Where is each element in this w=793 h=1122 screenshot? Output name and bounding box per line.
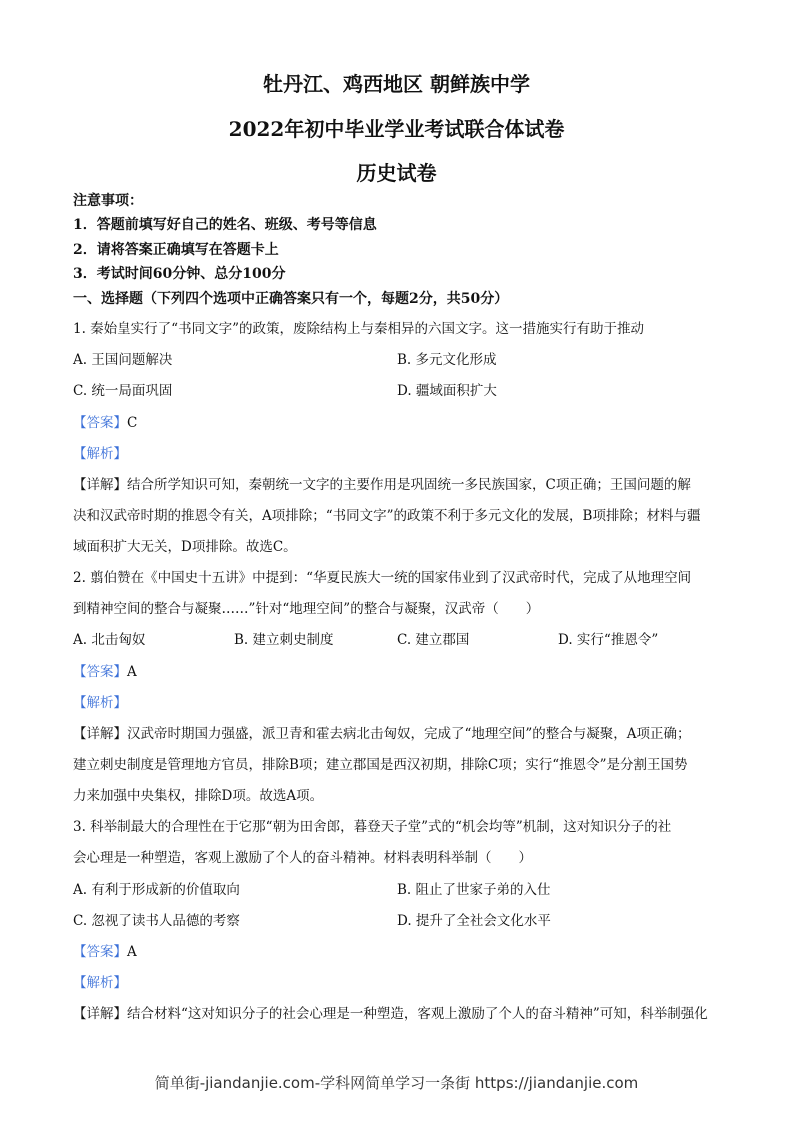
option-c: C. 统一局面巩固 bbox=[73, 383, 173, 399]
section-heading: 一、选择题（下列四个选项中正确答案只有一个，每题2分，共50分） bbox=[73, 291, 509, 307]
exam-title: 2022年初中毕业学业考试联合体试卷 bbox=[228, 117, 565, 141]
detail-line: 【详解】结合所学知识可知，秦朝统一文字的主要作用是巩固统一多民族国家，C项正确；王国问题的解 bbox=[73, 477, 691, 493]
detail-line: 域面积扩大无关，D项排除。故选C。 bbox=[73, 539, 297, 555]
answer-line bbox=[73, 411, 137, 431]
option-a: A. 北击匈奴 bbox=[73, 632, 146, 648]
page-footer: 简单街-jiandanjie.com-学科网简单学习一条街 https://jiandanjie.com bbox=[154, 1074, 639, 1092]
option-d: D. 提升了全社会文化水平 bbox=[397, 913, 551, 929]
detail-line: 力来加强中央集权，排除D项。故选A项。 bbox=[73, 788, 324, 804]
answer-label: 【答案】 bbox=[73, 415, 127, 431]
answer-line bbox=[73, 940, 137, 960]
notice-item: 3．考试时间60分钟、总分100分 bbox=[73, 266, 286, 282]
answer-label: 【答案】 bbox=[73, 664, 127, 680]
answer-line bbox=[73, 660, 137, 680]
option-b: B. 建立刺史制度 bbox=[234, 632, 334, 648]
detail-line: 【详解】汉武帝时期国力强盛，派卫青和霍去病北击匈奴，完成了“地理空间”的整合与凝聚，A项正确； bbox=[73, 726, 691, 742]
school-title: 牡丹江、鸡西地区 朝鲜族中学 bbox=[263, 72, 530, 96]
option-b: B. 多元文化形成 bbox=[397, 352, 497, 368]
analysis-label: 【解析】 bbox=[73, 975, 127, 991]
detail-label: 【详解】 bbox=[73, 1006, 127, 1022]
answer-value: A bbox=[127, 944, 137, 960]
notice-item: 1．答题前填写好自己的姓名、班级、考号等信息 bbox=[73, 217, 377, 233]
notice-heading: 注意事项： bbox=[73, 193, 143, 209]
option-b: B. 阻止了世家子弟的入仕 bbox=[397, 882, 551, 898]
detail-label: 【详解】 bbox=[73, 477, 127, 493]
analysis-label: 【解析】 bbox=[73, 695, 127, 711]
detail-label: 【详解】 bbox=[73, 726, 127, 742]
option-d: D. 疆域面积扩大 bbox=[397, 383, 497, 399]
detail-line: 【详解】结合材料“这对知识分子的社会心理是一种塑造，客观上激励了个人的奋斗精神”可知，科举制强化 bbox=[73, 1006, 708, 1022]
option-d: D. 实行“推恩令” bbox=[558, 632, 659, 648]
option-c: C. 忽视了读书人品德的考察 bbox=[73, 913, 240, 929]
question-stem: 到精神空间的整合与凝聚……”针对“地理空间”的整合与凝聚，汉武帝（ ） bbox=[73, 601, 540, 617]
question-stem: 1. 秦始皇实行了“书同文字”的政策，废除结构上与秦相异的六国文字。这一措施实行有助于推动 bbox=[73, 321, 644, 337]
option-a: A. 有利于形成新的价值取向 bbox=[73, 882, 240, 898]
answer-value: A bbox=[127, 664, 137, 680]
answer-value: C bbox=[127, 415, 138, 431]
option-a: A. 王国问题解决 bbox=[73, 352, 173, 368]
question-stem: 2. 翦伯赞在《中国史十五讲》中提到：“华夏民族大一统的国家伟业到了汉武帝时代，完成了从地理空间 bbox=[73, 570, 692, 586]
question-stem: 3. 科举制最大的合理性在于它那“朝为田舍郎，暮登天子堂”式的“机会均等”机制，这对知识分子的社 bbox=[73, 819, 672, 835]
question-stem: 会心理是一种塑造，客观上激励了个人的奋斗精神。材料表明科举制（ ） bbox=[73, 850, 532, 866]
detail-line: 建立刺史制度是管理地方官员，排除B项；建立郡国是西汉初期，排除C项；实行“推恩令”是分割王国势 bbox=[73, 757, 688, 773]
analysis-label: 【解析】 bbox=[73, 446, 127, 462]
detail-line: 决和汉武帝时期的推恩令有关，A项排除；“书同文字”的政策不利于多元文化的发展，B项排除；材料与疆 bbox=[73, 508, 701, 524]
notice-item: 2．请将答案正确填写在答题卡上 bbox=[73, 242, 279, 258]
subject-title: 历史试卷 bbox=[356, 161, 437, 185]
answer-label: 【答案】 bbox=[73, 944, 127, 960]
option-c: C. 建立郡国 bbox=[397, 632, 470, 648]
